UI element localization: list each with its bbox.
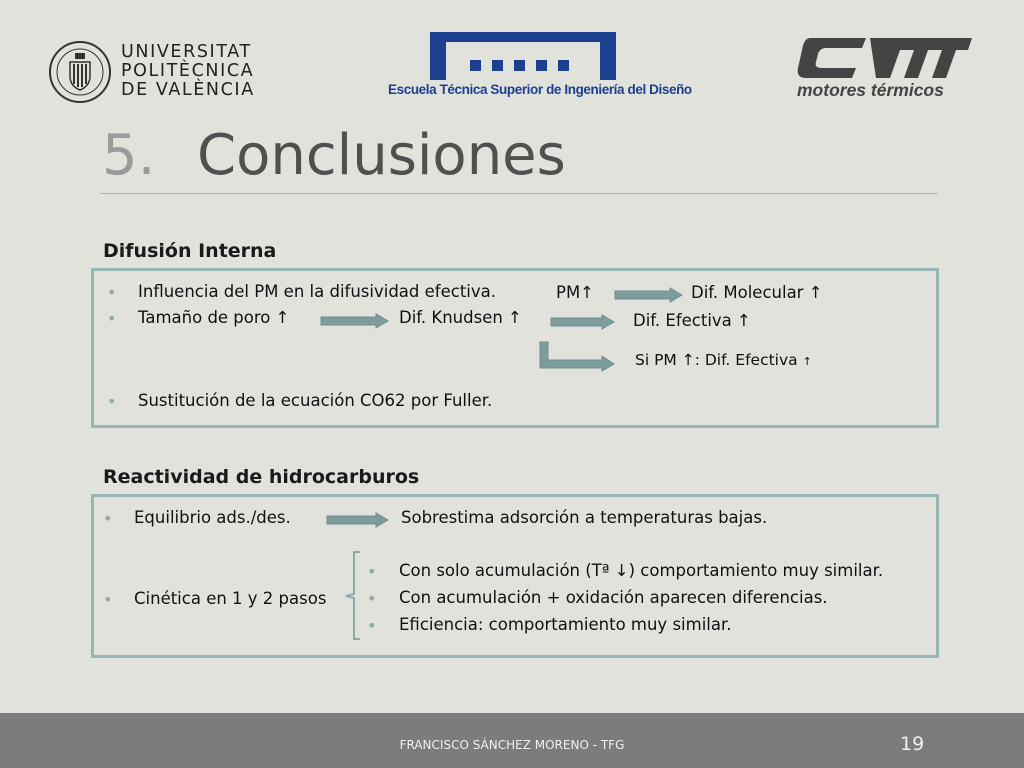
upv-seal-logo <box>48 40 112 104</box>
sub-bullet-acumulacion: Con solo acumulación (Tª ↓) comportamiento muy similar. <box>399 561 884 580</box>
sub-bullet-eficiencia: Eficiencia: comportamiento muy similar. <box>399 615 732 634</box>
bullet: • <box>107 392 117 411</box>
bullet: • <box>107 309 117 328</box>
bullet: • <box>103 590 113 609</box>
si-pm-line <box>635 353 812 369</box>
right-arrow-icon <box>614 287 684 303</box>
upv-name-line-1: UNIVERSITAT <box>121 42 252 62</box>
sub-bullet-oxidacion: Con acumulación + oxidación aparecen diferencias. <box>399 588 828 607</box>
section-heading-difusion: Difusión Interna <box>103 240 277 262</box>
sobrestima-text: Sobrestima adsorción a temperaturas bajas. <box>401 508 768 527</box>
bullet: • <box>367 589 377 608</box>
bullet-influencia: Influencia del PM en la difusividad efectiva. <box>138 282 496 301</box>
cmt-logo <box>796 36 976 80</box>
title-divider <box>100 193 938 194</box>
right-arrow-icon <box>326 512 390 528</box>
bent-arrow-icon <box>538 340 618 372</box>
bullet: • <box>107 283 117 302</box>
section-heading-reactividad: Reactividad de hidrocarburos <box>103 466 420 488</box>
footer-author: FRANCISCO SÁNCHEZ MORENO - TFG <box>399 738 625 752</box>
bullet-sustitucion: Sustitución de la ecuación CO62 por Fuller. <box>138 391 493 410</box>
upv-name-line-2: POLITÈCNICA <box>121 61 255 81</box>
page-title: Conclusiones <box>197 123 566 188</box>
bullet: • <box>103 509 113 528</box>
bullet-cinetica: Cinética en 1 y 2 pasos <box>134 589 327 608</box>
up-arrow-icon: ↑ <box>802 355 812 368</box>
bracket-icon <box>344 550 366 642</box>
title-number: 5. <box>102 123 156 188</box>
right-arrow-icon <box>320 313 390 329</box>
bullet-tamano-poro: Tamaño de poro ↑ <box>138 308 290 327</box>
si-pm-text: Si PM ↑: Dif. Efectiva <box>635 351 798 369</box>
right-arrow-icon <box>550 314 616 330</box>
bullet-equilibrio: Equilibrio ads./des. <box>134 508 291 527</box>
bullet: • <box>367 616 377 635</box>
bullet: • <box>367 562 377 581</box>
dif-knudsen: Dif. Knudsen ↑ <box>399 308 522 327</box>
etsid-caption: Escuela Técnica Superior de Ingeniería del Diseño <box>388 82 692 97</box>
dif-efectiva: Dif. Efectiva ↑ <box>633 311 751 330</box>
page-number: 19 <box>900 733 925 755</box>
pm-up: PM↑ <box>556 283 595 302</box>
dif-molecular: Dif. Molecular ↑ <box>691 283 823 302</box>
upv-name-line-3: DE VALÈNCIA <box>121 80 255 100</box>
cmt-caption: motores térmicos <box>797 80 944 100</box>
